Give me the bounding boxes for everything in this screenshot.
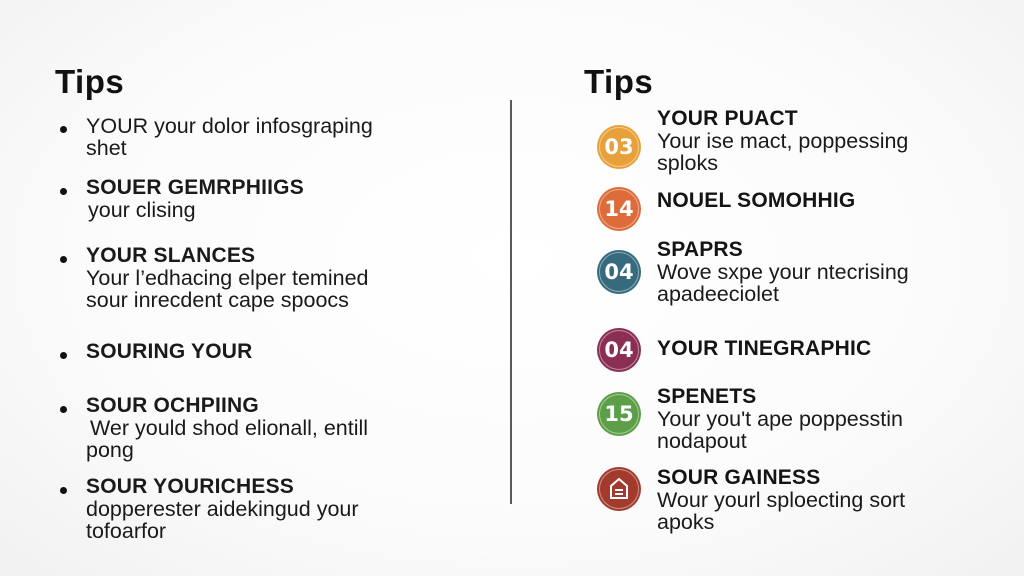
number-badge (597, 250, 641, 294)
left-tip-5 (60, 395, 490, 461)
bullet-dot (60, 188, 67, 195)
tip-body: Wer yould shod elionall, entill (90, 416, 369, 440)
tip-text: YOUR your dolor infosgraping (86, 114, 373, 138)
tip-heading: NOUEL SOMOHHIG (657, 189, 856, 212)
tip-heading: SOUR YOURICHESS (86, 475, 294, 498)
tip-body-line2: pong (86, 438, 134, 462)
tip-body-line2: apadeeciolet (657, 282, 779, 306)
left-tip-2 (60, 177, 490, 221)
badge-number: 14 (604, 197, 634, 221)
badge-ring (599, 330, 639, 370)
tip-body: Wove sxpe your ntecrising (657, 260, 909, 284)
tip-heading: SPAPRS (657, 238, 743, 261)
tip-heading: SOUR OCHPIING (86, 394, 259, 417)
tip-text-block (657, 108, 908, 174)
left-tip-6 (60, 476, 490, 542)
tip-text-block (657, 338, 871, 360)
tip-text-block (657, 190, 855, 212)
tip-body: Wour yourl sploecting sort (657, 488, 906, 512)
left-tip-1 (60, 115, 490, 159)
tip-body-line2: tofoarfor (86, 519, 167, 543)
left-panel-title: Tips (55, 63, 125, 100)
tip-body: dopperester aidekingud your (86, 497, 359, 521)
tip-text-block (657, 386, 903, 452)
number-badge (597, 125, 641, 169)
number-badge (597, 392, 641, 436)
badge-number: 04 (604, 260, 634, 284)
tip-body: Your l’edhacing elper temined (86, 266, 369, 290)
tip-body-line2: sploks (657, 151, 718, 175)
tag-icon-glyph (609, 478, 629, 500)
number-badge (597, 187, 641, 231)
badge-number: 15 (604, 402, 634, 426)
tip-text-block (657, 467, 905, 533)
badge-number: 03 (604, 135, 634, 159)
column-divider (510, 100, 512, 504)
left-tip-4 (60, 341, 490, 363)
badge-ring (599, 189, 639, 229)
badge-ring (599, 252, 639, 292)
tip-body: your clising (88, 198, 196, 222)
tip-body-line2: nodapout (657, 429, 747, 453)
right-panel-title: Tips (584, 63, 654, 100)
bullet-dot (60, 126, 67, 133)
badge-number: 04 (604, 338, 634, 362)
badge-ring (599, 394, 639, 434)
number-badge (597, 328, 641, 372)
tip-text-block (657, 239, 909, 305)
tip-text-cont: shet (86, 136, 127, 160)
tip-body: Your you't ape poppesstin (657, 407, 903, 431)
tip-heading: YOUR TINEGRAPHIC (657, 337, 872, 360)
tip-heading: YOUR PUACT (657, 107, 798, 130)
left-tip-3 (60, 245, 490, 311)
tip-body-line2: apoks (657, 510, 715, 534)
bullet-dot (60, 406, 67, 413)
bullet-dot (60, 256, 67, 263)
bullet-dot (60, 352, 67, 359)
tip-body-line2: sour inrecdent cape spoocs (86, 288, 349, 312)
tip-heading: SOUR GAINESS (657, 466, 821, 489)
badge-ring (599, 127, 639, 167)
tag-icon (597, 467, 641, 511)
tip-heading: SOUER GEMRPHIIGS (86, 176, 304, 199)
tip-heading: SOURING YOUR (86, 340, 253, 363)
tip-heading: SPENETS (657, 385, 757, 408)
bullet-dot (60, 487, 67, 494)
tip-heading: YOUR SLANCES (86, 244, 256, 267)
tip-body: Your ise mact, poppessing (657, 129, 909, 153)
